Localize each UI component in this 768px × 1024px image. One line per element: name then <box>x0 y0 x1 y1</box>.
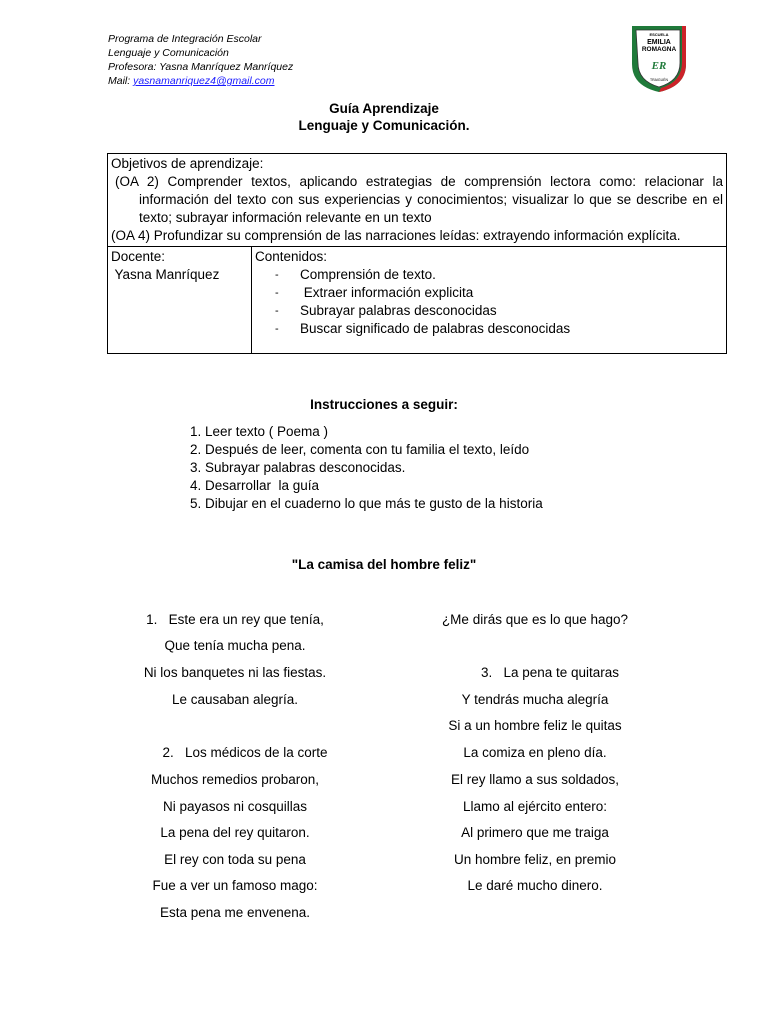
instruction-item: 4. Desarrollar la guía <box>205 477 543 495</box>
objectives-table <box>107 153 727 354</box>
teacher-name: Profesora: Yasna Manríquez Manríquez <box>108 61 294 73</box>
page-title <box>0 100 768 134</box>
teacher-value: Yasna Manríquez <box>111 267 220 282</box>
title-line1: Guía Aprendizaje <box>329 101 439 116</box>
poem-line: Esta pena me envenena. <box>159 905 311 920</box>
header-info <box>108 32 293 88</box>
logo-initials: ER <box>651 60 667 72</box>
content-item: - Subrayar palabras desconocidas <box>275 302 723 320</box>
poem-line: Ni payasos ni cosquillas <box>162 799 308 814</box>
poem-line: Un hombre feliz, en premio <box>453 852 617 867</box>
instruction-item: 5. Dibujar en el cuaderno lo que más te gusto de la historia <box>205 495 543 513</box>
contents-list <box>255 266 723 338</box>
teacher-cell <box>108 247 252 354</box>
instructions-list <box>165 423 543 513</box>
instructions-title: Instrucciones a seguir: <box>310 397 458 412</box>
poem-line: La comiza en pleno día. <box>463 745 607 760</box>
content-item: - Buscar significado de palabras desconocidas <box>275 320 723 338</box>
poem-line: 2. Los médicos de la corte <box>162 745 328 760</box>
school-logo <box>630 24 688 94</box>
logo-bottom-text: TRAIGUÉN <box>649 78 669 82</box>
poem-line: 3. La pena te quitaras <box>480 665 620 680</box>
contents-label: Contenidos: <box>255 249 328 264</box>
poem-title: "La camisa del hombre feliz" <box>291 557 477 572</box>
poem-line: Llamo al ejército entero: <box>462 799 608 814</box>
poem-line: Le daré mucho dinero. <box>467 878 603 893</box>
logo-top-text: ESCUELA <box>649 32 669 37</box>
content-item: - Extraer información explicita <box>275 284 723 302</box>
objectives-label: Objetivos de aprendizaje: <box>111 156 264 171</box>
poem-line: 1. Este era un rey que tenía, <box>146 612 324 627</box>
poem-line: Muchos remedios probaron, <box>150 772 320 787</box>
poem-line: Si a un hombre feliz le quitas <box>448 718 622 733</box>
poem-line: Fue a ver un famoso mago: <box>152 878 318 893</box>
mail-line <box>108 74 293 88</box>
poem-line: ¿Me dirás que es lo que hago? <box>441 612 629 627</box>
objectives-cell <box>108 154 727 247</box>
contents-cell <box>252 247 727 354</box>
instruction-item: 2. Después de leer, comenta con tu familia el texto, leído <box>205 441 543 459</box>
mail-label: Mail: <box>108 75 134 87</box>
objective-oa4: (OA 4) Profundizar su comprensión de las narraciones leídas: extrayendo información explícita. <box>111 228 681 243</box>
poem-line: La pena del rey quitaron. <box>160 825 310 840</box>
poem-line: Ni los banquetes ni las fiestas. <box>143 665 327 680</box>
content-item: - Comprensión de texto. <box>275 266 723 284</box>
poem-line: Al primero que me traiga <box>461 825 609 840</box>
subject-name: Lenguaje y Comunicación <box>108 47 229 59</box>
poem-line: El rey con toda su pena <box>164 852 306 867</box>
instruction-item: 1. Leer texto ( Poema ) <box>205 423 543 441</box>
logo-name1: EMILIA <box>647 39 671 46</box>
teacher-label: Docente: <box>111 249 166 264</box>
instruction-item: 3. Subrayar palabras desconocidas. <box>205 459 543 477</box>
logo-name2: ROMAGNA <box>641 46 677 53</box>
poem-line: Que tenía mucha pena. <box>164 638 306 653</box>
mail-link[interactable]: yasnamanriquez4@gmail.com <box>133 75 275 87</box>
program-name: Programa de Integración Escolar <box>108 33 262 45</box>
objective-oa2: (OA 2) Comprender textos, aplicando estrategias de comprensión lectora como: relacionar la información del texto con sus experiencias y conocimientos; visualizar lo que se describe en el texto; subrayar información relevante en un texto <box>115 174 723 225</box>
title-line2: Lenguaje y Comunicación. <box>298 118 470 133</box>
poem-line: El rey llamo a sus soldados, <box>450 772 620 787</box>
poem-line: Y tendrás mucha alegría <box>461 692 609 707</box>
poem-line: Le causaban alegría. <box>171 692 299 707</box>
